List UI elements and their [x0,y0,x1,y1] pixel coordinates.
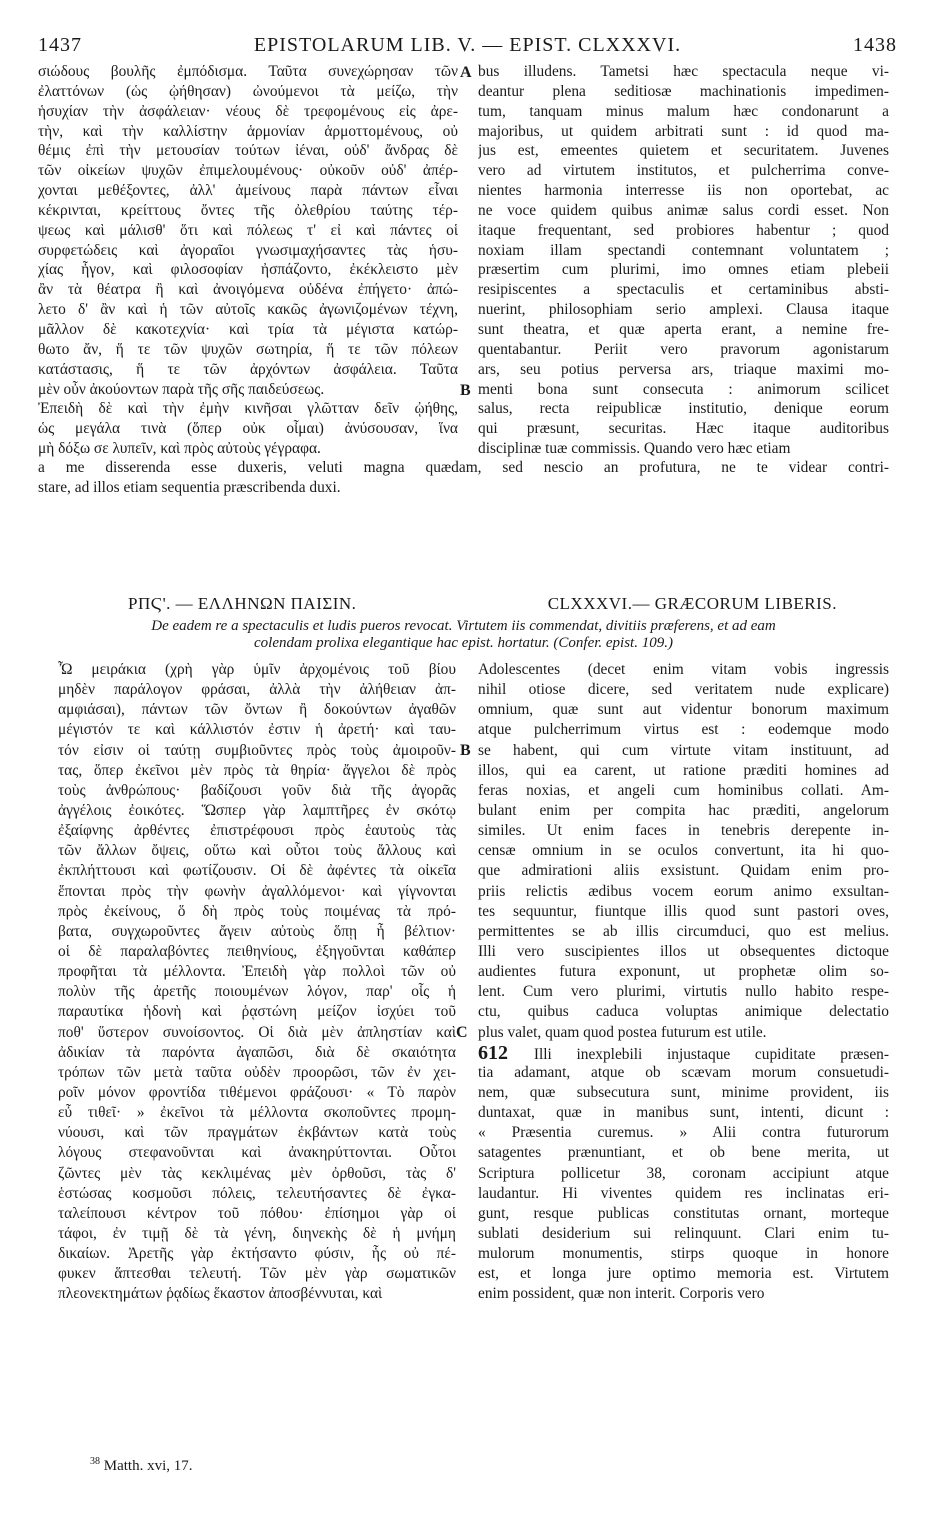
greek-column-top [38,62,458,459]
latin-text-line: quentabantur. Periit vero pravorum agonistarum [478,340,889,358]
latin-text-line: nem, quæ subsecutura sunt, minime provident, iis [478,1083,889,1101]
greek-text-line: μᾶλλον δὲ κακοτεχνία· καὶ τρία τὰ μέγιστα κατώρ- [38,320,458,338]
greek-text-line: ἐλαττόνων (ὡς ᾠήθησαν) ὠνούμενοι τὰ μείζω, τὴν [38,82,458,100]
greek-text-line: οἱ δὲ παραλαβόντες πειθηνίους, ἐξηγοῦνται καθάπερ [58,942,456,960]
latin-text-line: enim possident, quæ non interit. Corporis vero [478,1285,765,1303]
latin-text-line: priis relictis ædibus vocem eorum animo exsultan- [478,882,889,900]
latin-text-line: sunt theatra, et quæ aperta erant, a nemine fre- [478,320,889,338]
margin-mark-b-second: B [460,742,471,759]
greek-letter-title: ΡΠϚ'. — ΕΛΛΗΝΩΝ ΠΑΙΣΙΝ. [128,594,357,613]
greek-text-line: ἂν τὰ θέατρα ἢ καὶ ἀνοιγόμενα οὐδένα ἐπήγετο· ἀπώ- [38,281,458,299]
latin-text-line: feras noxias, et angeli cum hominibus collati. Am- [478,781,889,799]
page-number-right: 1438 [853,34,897,56]
greek-text-line: ὡς μεγάλα τινὰ (ὅπερ οὐκ οἶμαι) ἀνύσουσαν, ἵνα [38,420,458,438]
latin-text-line: satagentes prænuntiant, et ob bene merita, ut [478,1144,889,1162]
letter-titles [38,594,897,616]
greek-text-line: τάφοι, ἐν τιμῇ δὲ τὰ γένη, διηνεκὴς δὲ ἡ μνήμη [58,1224,456,1242]
greek-text-line: εὖ τιθεῖ· » ἐκεῖνοι τὰ μέλλοντα σκοποῦντες προμη- [58,1104,456,1122]
greek-text-line: ἡσυχίαν τὴν ἀσφάλειαν· νέους δὲ τρεφομένους εἰς ἀρε- [38,102,458,120]
latin-text-line: deantur plena seditiosæ machinationis impedimen- [478,82,889,100]
latin-text-line: omnium, quæ sunt aut videntur bonorum maximum [478,701,889,719]
greek-text-line: τας, ὅπερ ἐκεῖνοι μὲν πρὸς τὰ θηρία· ἄγγελοι δὲ πρὸς [58,761,456,779]
greek-text-line: ἐκπλήττουσι καὶ φωτίζουσιν. Οἱ δὲ ἀφέντες τὰ οἰκεῖα [58,862,456,880]
latin-text-line: duntaxat, quæ in manibus sunt, intenti, dicunt : [478,1104,889,1122]
latin-text-line: similes. Ut enim faces in tenebris derepente in- [478,822,889,840]
latin-text-line: lent. Cum vero plurimi, virtutis nullo habito respe- [478,983,889,1001]
greek-column-bottom [58,660,456,1305]
latin-text-line: resipiscentes a spectaculis et certaminibus absti- [478,281,889,299]
latin-text-line: nuerint, philosophiam serio amplexi. Clausa itaque [478,301,889,319]
latin-text-line: est, et longa jure optimo memoria est. Virtutem [478,1265,889,1283]
latin-text-line: præsertim cum plurimi, imo omnes etiam plebeii [478,261,889,279]
greek-text-line: ἀδικίαν τὰ παρόντα ἀγαπῶσι, διὰ δὲ σκαιότητα [58,1043,456,1061]
greek-text-line: μὴ δόξω σε λυπεῖν, καὶ πρὸς αὐτοὺς γέγραφα. [38,440,321,458]
greek-text-line: βατα, συγχωροῦντες ἄγειν αὐτοὺς ὅπῃ ἦ βέλτιον· [58,922,456,940]
greek-text-line: ταλείπουσι κέντρον τοῦ πόθου· ἐπίσημοι γὰρ οἱ [58,1204,456,1222]
latin-text-line: itaque frequentant, sed probiores habentur ; quod [478,221,889,239]
latin-text-line: se habent, qui cum virtute vitam instituunt, ad [478,741,889,759]
greek-text-line: παραυτίκα ἡδονὴ καὶ ῥᾳστώνη μείζον ἰσχύει τοῦ [58,1003,456,1021]
latin-text-line: ne voce quidem quibus animæ salus cordi esset. Non [478,201,889,219]
greek-text-line: ροῖν μόνον φροντίδα τιθέμενοι φράζουσι· « Τὸ παρὸν [58,1083,456,1101]
greek-text-line: μέγιστόν τε καὶ κάλλιστόν ἐστιν ἡ ἀρετή· καὶ ταυ- [58,721,456,739]
footnote [90,1456,193,1475]
greek-text-line: τοὺς ἀνθρώπους· βαδίζουσι γοῦν διὰ τῆς ἀγορᾶς [58,781,456,799]
greek-text-line: πλεονεκτημάτων ῥᾳδίως ἕκαστον ἀποσβέννυται, καὶ [58,1285,383,1303]
greek-text-line: σιώδους βουλῆς ἐμπόδισμα. Ταῦτα συνεχώρησαν τῶν [38,63,458,80]
latin-text-line: menti bona sunt consecuta : animorum scilicet [478,380,889,398]
greek-text-line: δικαίων. Ἀρετῆς γὰρ ἐκτήσαντο φύσιν, ἧς οὐ πέ- [58,1245,456,1263]
latin-text-line: tes sequuntur, fiuntque illis quod sunt pastori oves, [478,902,889,920]
latin-letter-title: CLXXXVI.— GRÆCORUM LIBERIS. [547,594,837,613]
greek-text-line: προφῆται τὰ μέλλοντα. Ἐπειδὴ γὰρ πολλοὶ τῶν οὐ [58,963,456,981]
greek-text-line: τῶν ἄλλων ὄψεις, οὕτω καὶ οὗτοι τοὺς ἄλλους καὶ [58,842,456,860]
greek-text-line: κατάστασις, ἥ τε τῶν ἀρχόντων ἀσφάλεια. Ταῦτα [38,360,458,378]
greek-text-line: πολὺν τῆς ἀρετῆς ποιουμένων λόγον, παρ' οἷς ἡ [58,983,456,1001]
greek-text-line: αμφιάσαι), πάντων τῶν ὄντων ἢ δοκούντων ἀγαθῶν [58,701,456,719]
latin-text-line: bus illudens. Tametsi hæc spectacula neque vi- [478,63,889,80]
greek-text-line: χίας ἦγον, καὶ φιλοσοφίαν ἠσπάζοντο, ἐκέκλειστο μὲν [38,261,458,279]
greek-text-line: θέμις ἐπὶ τὴν μετουσίαν τούτων ἰέναι, οὐδ' ἄνδρας δὲ [38,142,458,160]
greek-text-line: ποθ' ὕστερον συνοίσοντος. Οἱ διὰ μὲν ἀπληστίαν καὶ [58,1023,456,1041]
latin-text-line: Illi vero suscipientes illos ut obsequentes dictoque [478,942,889,960]
latin-text-line: salus, recta reipublicæ institutio, denique eorum [478,400,889,418]
greek-text-line: λετο δ' ἂν καὶ ἡ τῶν αὐτοῖς κακῶς ἀγωνιζομένων τέχνη, [38,301,458,319]
greek-text-line: φυκεν ἅπτεσθαι τελευτή. Τῶν μὲν γὰρ σωματικῶν [58,1265,456,1283]
latin-text-line: tia adamant, atque ob scævam morum consuetudi- [478,1063,889,1081]
greek-text-line: τῶν οἰκείων ψυχῶν ἐπιμελουμένους· οὐκοῦν οὐδ' ἀπέρ- [38,162,458,180]
greek-text-line: πρὸς ἐκείνους, ὅ δὴ πρὸς τοὺς ποιμένας τὰ πρό- [58,902,456,920]
latin-text-line: Adolescentes (decet enim vitam vobis ingressis [478,661,889,678]
latin-text-line: censæ omnium in se oculos convertunt, ita hi quo- [478,842,889,860]
greek-text-line: θωτο ἄν, ἥ τε τῶν ψυχῶν σωτηρία, ἥ τε τῶν πόλεων [38,340,458,358]
latin-text-line: majoribus, ut quidem arbitrati sunt : id quod ma- [478,122,889,140]
page-number-left: 1437 [38,34,82,56]
latin-text-line: sublati desiderium sui relinquunt. Clari enim tu- [478,1224,889,1242]
latin-text-line: illos, qui ea carent, ut ratione præditi homines ad [478,761,889,779]
letter-summary [38,618,889,652]
latin-text-line: qui præsunt, securitas. Hæc itaque auditoribus [478,420,889,438]
greek-text-line: τόν εἰσιν οἱ ταύτῃ συμβιοῦντες πρὸς τοὺς ἀμοιροῦν- [58,741,456,759]
footnote-text: Matth. xvi, 17. [103,1458,193,1474]
latin-text-line: mulorum monumentis, stirps quoque in honore [478,1245,889,1263]
latin-column-bottom [478,660,889,1305]
margin-mark-b: B [460,382,471,399]
latin-text-line: gunt, resque publicas constitutas ornant, morteque [478,1204,889,1222]
running-title: EPISTOLARUM LIB. V. — EPIST. CLXXXVI. [253,34,682,56]
greek-text-line: ἀγγέλοις ἐοικότες. Ὥσπερ γὰρ λαμπτῆρες ἐν σκότῳ [58,801,456,819]
greek-text-line: Ἐπειδὴ δὲ καὶ τὴν ἐμὴν κινῆσαι γλῶτταν δεῖν ᾠήθης, [38,400,458,418]
latin-text-line: disciplinæ tuæ commissis. Quando vero hæc etiam [478,440,791,458]
greek-text-line: συρφετώδεις καὶ ἀγοραῖοι γνωσιμαχήσαντες τὰς ἡσυ- [38,241,458,259]
column-number: 612 [478,1042,534,1063]
margin-mark-c: C [456,1024,468,1041]
latin-text-line: atque pulcherrimum virtus est : eodemque modo [478,721,889,739]
greek-text-line: ζῶντες μὲν τὰς κεκλιμένας μὲν ὀρθοῦσι, τὰς δ' [58,1164,456,1182]
latin-text-line: plus valet, quam quod postea futurum est utile. [478,1023,767,1041]
latin-text-line: ars, seu potius perversa ars, triaque maximi mo- [478,360,889,378]
text-line: stare, ad illos etiam sequentia præscribenda duxi. [38,478,341,496]
full-width-text [38,458,889,498]
latin-text-line: audientes futura exponunt, ut prophetæ olim so- [478,963,889,981]
latin-text-line: 612 Illi inexplebili injustaque cupiditate præsen- [478,1042,889,1063]
greek-text-line: τρόπων τῶν μετὰ ταῦτα οὐδὲν προορῶσι, τῶν ἐν χει- [58,1063,456,1081]
greek-text-line: κέκρινται, κρείττους ὄντες τῆς ὀλεθρίου ταύτης τέρ- [38,201,458,219]
summary-line: colendam prolixa elegantique hac epist. hortatur. (Confer. epist. 109.) [254,635,673,651]
latin-text-line: tum, tanquam minus malum hæc condonarunt a [478,102,889,120]
latin-text-line: ctu, quibus caduca voluptas animique delectatio [478,1003,889,1021]
latin-text-line: nientes harmonia interresse iis non oportebat, ac [478,182,889,200]
latin-text-line: vero ad virtutem institutos, et pulcherrima conve- [478,162,889,180]
summary-line: De eadem re a spectaculis et ludis pueros revocat. Virtutem iis commendat, divitiis præferens, et ad eam [151,618,776,634]
greek-text-line: ἐξαίφνης ἀρθέντες ἐπιστρέφουσι πρὸς ἑαυτοὺς τὰς [58,822,456,840]
greek-text-line: μηδὲν παράλογον φράσαι, ἀλλὰ τὴν ἀλήθειαν ἀπ- [58,681,456,699]
greek-text-line: τὴν, καὶ τὴν καλλίστην ἁρμονίαν ἁρμοττομένους, οὐ [38,122,458,140]
greek-text-line: ἕπονται πρὸς τὴν φωνὴν ἀγαλλόμενοι· καὶ γίγνονται [58,882,456,900]
latin-text-line: jus est, emeentes quietem et securitatem. Juvenes [478,142,889,160]
greek-text-line: Ὦ μειράκια (χρὴ γὰρ ὑμῖν ἀρχομένοις τοῦ βίου [58,661,456,678]
margin-mark-a: A [460,64,472,81]
latin-text-line: noxiam illam spectandi contemnant voluntatem ; [478,241,889,259]
running-header [38,34,897,60]
latin-text-line: « Præsentia curemus. » Alii contra futurorum [478,1124,889,1142]
latin-text-line: Scriptura pollicetur 38, coronam accipiunt atque [478,1164,889,1182]
latin-text-line: bulant enim per compita hac præditi, angelorum [478,801,889,819]
greek-text-line: ἑστώσας κοσμοῦσι πόλεις, τελευτήσαντες δὲ ἐγκα- [58,1184,456,1202]
footnote-marker: 38 [90,1456,100,1467]
greek-text-line: λόγους στεφανοῦνται καὶ ἀνακηρύττονται. Οὗτοι [58,1144,456,1162]
latin-text-line: permittentes se ab illis circumduci, quo est melius. [478,922,889,940]
greek-text-line: χονται μεθέξοντες, ἀλλ' ἀμείνους παρὰ πάντων εἶναι [38,182,458,200]
greek-text-line: νύουσι, καὶ τῶν πραγμάτων ἐκβάντων κατὰ τοὺς [58,1124,456,1142]
text-line: a me disserenda esse duxeris, veluti magna quædam, sed nescio an profutura, ne te videar contri- [38,459,889,476]
greek-text-line: μὲν οὖν ἀκούοντων παρὰ τῆς σῆς παιδεύσεως. [38,380,325,398]
latin-text-line: que admirationi aliis exsistunt. Quidam enim pro- [478,862,889,880]
latin-column-top [478,62,889,459]
latin-text-line: nihil otiose dicere, sed veritatem nude explicare) [478,681,889,699]
latin-text-line: laudantur. Hi viventes quidem res inclinatas eri- [478,1184,889,1202]
greek-text-line: ψεως καὶ μάλισθ' ὅτι καὶ πόλεως τ' εἰ καὶ πάντες οἱ [38,221,458,239]
